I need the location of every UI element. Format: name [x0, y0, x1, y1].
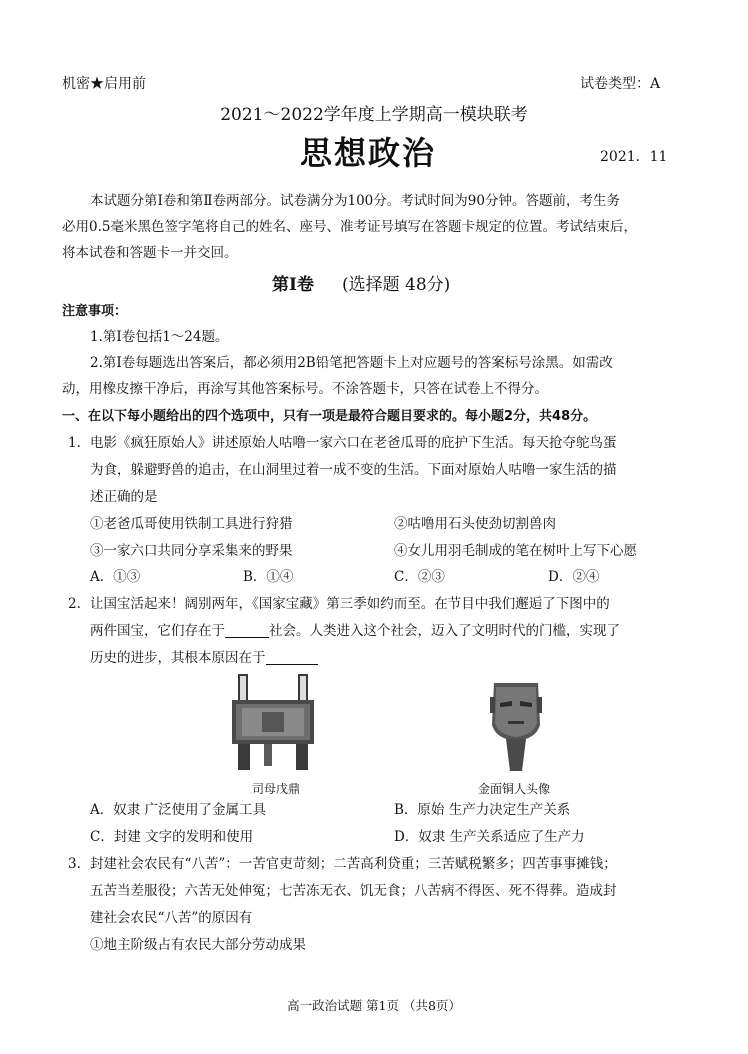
part-title: 第Ⅰ卷 — [272, 275, 314, 295]
confidential-label: 机密★启用前 — [62, 76, 146, 92]
notice-item-2-line-2: 动，用橡皮擦干净后，再涂写其他答案标号。不涂答题卡，只答在试卷上不得分。 — [62, 381, 548, 397]
paper-type-label: 试卷类型：A — [580, 76, 661, 92]
q3-stem-line-1: 封建社会农民有“八苦”：一苦官吏苛刻；二苦高利贷重；三苦赋税繁多；四苦事事摊钱； — [90, 856, 617, 872]
q1-stem-line-3: 述正确的是 — [90, 489, 158, 505]
q2-option-b: B．原始 生产力决定生产关系 — [394, 802, 571, 818]
q1-stem-line-1: 电影《疯狂原始人》讲述原始人咕噜一家六口在老爸瓜哥的庇护下生活。每天抢夺鸵鸟蛋 — [90, 435, 617, 451]
q2-stem-line-2-b: 社会。人类进入这个社会，迈入了文明时代的门槛，实现了 — [269, 623, 620, 639]
q3-number: 3. — [68, 856, 81, 872]
q2-option-d: D．奴隶 生产关系适应了生产力 — [394, 829, 585, 845]
intro-line-2: 必用0.5毫米黑色签字笔将自己的姓名、座号、准考证号填写在答题卡规定的位置。考试结束后， — [62, 219, 637, 235]
q2-stem-line-3-text: 历史的进步，其根本原因在于 — [90, 650, 266, 666]
q2-option-a: A．奴隶 广泛使用了金属工具 — [90, 802, 267, 818]
q2-stem-line-2 — [90, 618, 620, 645]
q1-statement-3: ③一家六口共同分享采集来的野果 — [90, 543, 293, 559]
section-heading: 一、在以下每小题给出的四个选项中，只有一项是最符合题目要求的。每小题2分，共48分。 — [62, 409, 597, 424]
q1-option-b: B．①④ — [243, 569, 294, 585]
page-footer: 高一政治试题 第1页 （共8页） — [287, 998, 461, 1013]
q1-option-a: A．①③ — [90, 569, 141, 585]
subject-title: 思想政治 — [300, 134, 437, 172]
q1-option-d: D．②④ — [548, 569, 600, 585]
intro-line-3: 将本试卷和答题卡一并交回。 — [62, 245, 238, 261]
ding-caption: 司母戊鼎 — [252, 782, 301, 796]
head-caption: 金面铜人头像 — [478, 782, 551, 796]
q3-stem-line-2: 五苦当差服役；六苦无处伸冤；七苦冻无衣、饥无食；八苦病不得医、死不得葬。造成封 — [90, 883, 617, 899]
notice-heading: 注意事项： — [62, 304, 128, 319]
bronze-head-image — [486, 675, 546, 773]
notice-item-2-line-1: 2.第Ⅰ卷每题选出答案后，都必须用2B铅笔把答题卡上对应题号的答案标号涂黑。如需改 — [90, 355, 613, 371]
q3-statement-1: ①地主阶级占有农民大部分劳动成果 — [90, 937, 306, 953]
q3-stem-line-3: 建社会农民“八苦”的原因有 — [90, 910, 253, 926]
answer-blank — [266, 649, 318, 665]
q2-stem-line-2-a: 两件国宝，它们存在于 — [90, 623, 225, 639]
q1-statement-1: ①老爸瓜哥使用铁制工具进行狩猎 — [90, 516, 293, 532]
q1-statement-2: ②咕噜用石头使劲切割兽肉 — [394, 516, 556, 532]
q1-number: 1. — [68, 435, 81, 451]
simuwu-ding-image — [226, 672, 320, 774]
answer-blank — [225, 622, 269, 638]
q2-stem-line-1: 让国宝活起来！阔别两年，《国家宝藏》第三季如约而至。在节目中我们邂逅了下图中的 — [90, 596, 610, 612]
part-subtitle: (选择题 48分) — [342, 275, 451, 295]
q1-option-c: C．②③ — [394, 569, 445, 585]
q1-stem-line-2: 为食，躲避野兽的追击，在山洞里过着一成不变的生活。下面对原始人咕噜一家生活的描 — [90, 462, 617, 478]
q2-option-c: C．封建 文字的发明和使用 — [90, 829, 254, 845]
intro-line-1: 本试题分第Ⅰ卷和第Ⅱ卷两部分。试卷满分为100分。考试时间为90分钟。答题前，考生务 — [90, 193, 620, 209]
notice-item-1: 1.第Ⅰ卷包括1～24题。 — [90, 329, 229, 345]
q1-statement-4: ④女儿用羽毛制成的笔在树叶上写下心愿 — [394, 543, 637, 559]
q2-stem-line-3 — [90, 645, 318, 672]
exam-title: 2021～2022学年度上学期高一模块联考 — [220, 105, 528, 125]
q2-number: 2. — [68, 596, 81, 612]
exam-date: 2021．11 — [600, 149, 668, 165]
